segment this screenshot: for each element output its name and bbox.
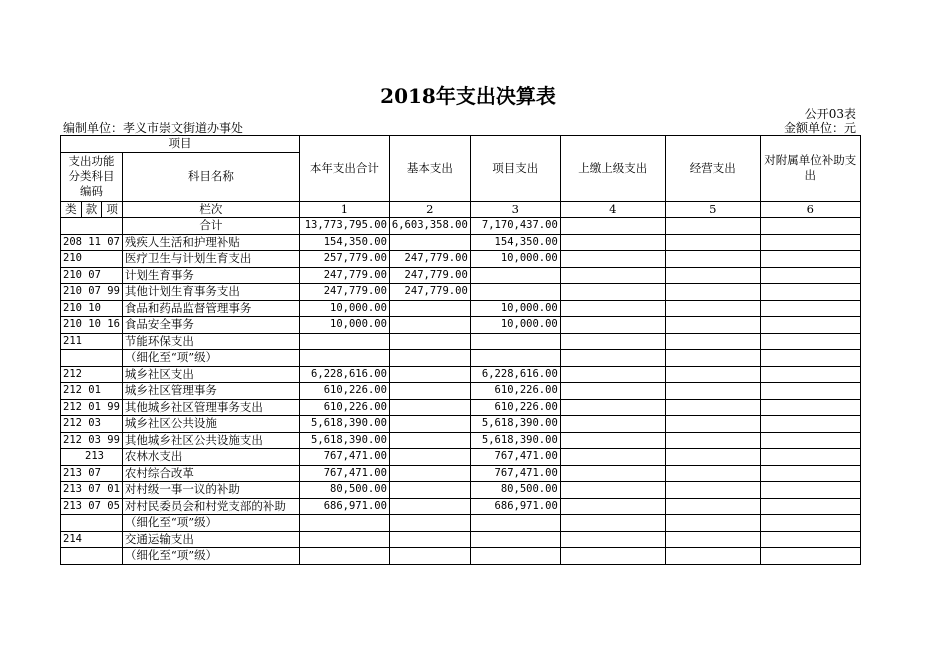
amount-cell — [560, 498, 665, 515]
amount-cell: 686,971.00 — [299, 498, 389, 515]
amount-cell: 686,971.00 — [470, 498, 560, 515]
table-row — [61, 383, 861, 400]
subject-name-cell: 对村级一事一议的补助 — [122, 482, 299, 499]
amount-cell — [760, 317, 860, 334]
table-row — [61, 416, 861, 433]
table-row — [61, 432, 861, 449]
subject-name-cell: 计划生育事务 — [122, 267, 299, 284]
amount-cell — [665, 383, 760, 400]
amount-cell: 767,471.00 — [299, 465, 389, 482]
subject-name-cell: 城乡社区管理事务 — [122, 383, 299, 400]
subject-name-cell: （细化至“项”级） — [122, 350, 299, 367]
amount-cell — [470, 515, 560, 532]
amount-cell — [470, 284, 560, 301]
amount-cell: 610,226.00 — [470, 399, 560, 416]
amount-cell — [470, 531, 560, 548]
amount-cell: 257,779.00 — [299, 251, 389, 268]
subject-code-cell: 210 — [61, 251, 123, 268]
table-row — [61, 300, 861, 317]
total-value-cell: 6,603,358.00 — [389, 218, 470, 235]
amount-cell — [299, 333, 389, 350]
subject-code-cell: 212 03 — [61, 416, 123, 433]
amount-cell: 10,000.00 — [299, 300, 389, 317]
amount-cell — [665, 498, 760, 515]
amount-cell — [389, 449, 470, 466]
table-row — [61, 234, 861, 251]
amount-cell — [389, 531, 470, 548]
amount-cell: 247,779.00 — [389, 251, 470, 268]
amount-cell — [760, 531, 860, 548]
amount-cell — [299, 350, 389, 367]
amount-cell — [665, 465, 760, 482]
column-number: 6 — [760, 201, 860, 218]
header-kuan: 款 — [81, 201, 102, 218]
amount-cell — [760, 350, 860, 367]
amount-cell — [665, 366, 760, 383]
amount-cell — [389, 416, 470, 433]
total-code-cell — [61, 218, 123, 235]
amount-cell — [389, 300, 470, 317]
subject-name-cell: （细化至“项”级） — [122, 515, 299, 532]
amount-cell — [760, 432, 860, 449]
amount-cell — [560, 366, 665, 383]
subject-name-cell: 残疾人生活和护理补贴 — [122, 234, 299, 251]
amount-cell: 247,779.00 — [389, 284, 470, 301]
amount-cell — [665, 267, 760, 284]
subject-code-cell: 212 01 99 — [61, 399, 123, 416]
table-row — [61, 399, 861, 416]
column-number: 3 — [470, 201, 560, 218]
subject-code-cell: 213 07 01 — [61, 482, 123, 499]
amount-cell: 10,000.00 — [470, 300, 560, 317]
amount-cell — [560, 383, 665, 400]
amount-cell — [665, 515, 760, 532]
amount-cell: 80,500.00 — [299, 482, 389, 499]
amount-cell — [389, 515, 470, 532]
subject-code-cell: 211 — [61, 333, 123, 350]
amount-cell — [299, 531, 389, 548]
header-col-basic: 基本支出 — [389, 136, 470, 202]
amount-cell: 6,228,616.00 — [470, 366, 560, 383]
amount-cell: 767,471.00 — [299, 449, 389, 466]
amount-cell — [665, 251, 760, 268]
amount-cell: 6,228,616.00 — [299, 366, 389, 383]
amount-cell — [760, 498, 860, 515]
total-label: 合计 — [122, 218, 299, 235]
amount-cell: 610,226.00 — [299, 383, 389, 400]
amount-cell — [299, 548, 389, 565]
amount-cell — [389, 366, 470, 383]
table-row — [61, 498, 861, 515]
subject-code-cell: 212 01 — [61, 383, 123, 400]
total-value-cell — [665, 218, 760, 235]
amount-cell — [665, 333, 760, 350]
amount-cell — [665, 482, 760, 499]
table-row — [61, 251, 861, 268]
subject-code-cell — [61, 350, 123, 367]
subject-code-cell: 210 10 16 — [61, 317, 123, 334]
amount-cell: 5,618,390.00 — [470, 432, 560, 449]
report-title: 2018年支出决算表 — [380, 84, 556, 108]
amount-cell — [470, 548, 560, 565]
amount-cell — [760, 399, 860, 416]
subject-name-cell: 其他城乡社区公共设施支出 — [122, 432, 299, 449]
amount-cell — [665, 416, 760, 433]
subject-name-cell: 城乡社区支出 — [122, 366, 299, 383]
amount-cell — [560, 449, 665, 466]
subject-code-cell: 213 07 05 — [61, 498, 123, 515]
subject-code-cell: 214 — [61, 531, 123, 548]
subject-name-cell: 其他计划生育事务支出 — [122, 284, 299, 301]
amount-cell — [560, 317, 665, 334]
subject-code-cell: 212 — [61, 366, 123, 383]
header-col-project: 项目支出 — [470, 136, 560, 202]
amount-cell — [389, 234, 470, 251]
amount-cell — [665, 531, 760, 548]
amount-cell — [665, 449, 760, 466]
amount-cell — [665, 350, 760, 367]
amount-cell: 610,226.00 — [470, 383, 560, 400]
total-row — [61, 218, 861, 235]
total-value-cell: 13,773,795.00 — [299, 218, 389, 235]
amount-unit-label: 金额单位：元 — [783, 121, 856, 135]
amount-cell — [389, 432, 470, 449]
amount-cell — [760, 449, 860, 466]
amount-cell: 247,779.00 — [299, 284, 389, 301]
amount-cell — [389, 350, 470, 367]
table-row — [61, 482, 861, 499]
table-row — [61, 350, 861, 367]
header-lanci: 栏次 — [122, 201, 299, 218]
subject-name-cell: 节能环保支出 — [122, 333, 299, 350]
amount-cell — [560, 399, 665, 416]
amount-cell: 5,618,390.00 — [299, 416, 389, 433]
amount-cell — [560, 548, 665, 565]
table-row — [61, 317, 861, 334]
subject-code-cell: 210 07 99 — [61, 284, 123, 301]
table-row — [61, 515, 861, 532]
subject-name-cell: 食品和药品监督管理事务 — [122, 300, 299, 317]
amount-cell — [760, 548, 860, 565]
header-col-business: 经营支出 — [665, 136, 760, 202]
header-lei: 类 — [61, 201, 82, 218]
amount-cell — [560, 234, 665, 251]
amount-cell — [760, 515, 860, 532]
amount-cell — [760, 300, 860, 317]
header-col-total: 本年支出合计 — [299, 136, 389, 202]
amount-cell — [470, 267, 560, 284]
amount-cell — [470, 333, 560, 350]
amount-cell — [760, 383, 860, 400]
amount-cell: 5,618,390.00 — [299, 432, 389, 449]
amount-cell — [665, 548, 760, 565]
subject-name-cell: （细化至“项”级） — [122, 548, 299, 565]
amount-cell: 610,226.00 — [299, 399, 389, 416]
table-row — [61, 284, 861, 301]
header-col-upper: 上缴上级支出 — [560, 136, 665, 202]
amount-cell — [560, 267, 665, 284]
amount-cell — [560, 416, 665, 433]
amount-cell — [470, 350, 560, 367]
amount-cell: 154,350.00 — [470, 234, 560, 251]
amount-cell: 10,000.00 — [299, 317, 389, 334]
subject-name-cell: 农村综合改革 — [122, 465, 299, 482]
amount-cell: 10,000.00 — [470, 251, 560, 268]
amount-cell — [760, 333, 860, 350]
subject-name-cell: 农林水支出 — [122, 449, 299, 466]
subject-code-cell: 210 10 — [61, 300, 123, 317]
subject-code-cell: 210 07 — [61, 267, 123, 284]
subject-code-cell: 208 11 07 — [61, 234, 123, 251]
amount-cell — [560, 482, 665, 499]
subject-name-cell: 交通运输支出 — [122, 531, 299, 548]
amount-cell — [560, 465, 665, 482]
subject-name-cell: 城乡社区公共设施 — [122, 416, 299, 433]
amount-cell — [665, 317, 760, 334]
header-func-code: 支出功能分类科目编码 — [61, 152, 123, 201]
amount-cell — [560, 350, 665, 367]
header-project: 项目 — [61, 136, 300, 153]
amount-cell — [760, 267, 860, 284]
amount-cell — [560, 284, 665, 301]
column-number: 1 — [299, 201, 389, 218]
column-number: 4 — [560, 201, 665, 218]
subject-code-cell: 213 — [61, 449, 123, 466]
subject-name-cell: 医疗卫生与计划生育支出 — [122, 251, 299, 268]
header-xiang: 项 — [102, 201, 123, 218]
amount-cell — [760, 234, 860, 251]
table-row — [61, 333, 861, 350]
amount-cell — [560, 333, 665, 350]
amount-cell — [389, 498, 470, 515]
header-row-1 — [61, 136, 861, 153]
amount-cell — [760, 251, 860, 268]
amount-cell — [760, 366, 860, 383]
amount-cell — [389, 482, 470, 499]
column-number: 2 — [389, 201, 470, 218]
amount-cell — [560, 531, 665, 548]
amount-cell — [389, 399, 470, 416]
amount-cell — [760, 465, 860, 482]
column-number: 5 — [665, 201, 760, 218]
amount-cell: 154,350.00 — [299, 234, 389, 251]
amount-cell — [560, 300, 665, 317]
total-value-cell — [760, 218, 860, 235]
table-row — [61, 449, 861, 466]
amount-cell — [560, 251, 665, 268]
amount-cell — [665, 300, 760, 317]
table-row — [61, 366, 861, 383]
amount-cell — [665, 399, 760, 416]
amount-cell — [665, 432, 760, 449]
table-row — [61, 531, 861, 548]
amount-cell: 80,500.00 — [470, 482, 560, 499]
amount-cell: 247,779.00 — [389, 267, 470, 284]
expenditure-table — [60, 135, 861, 565]
table-row — [61, 548, 861, 565]
amount-cell: 247,779.00 — [299, 267, 389, 284]
header-row-3 — [61, 201, 861, 218]
amount-cell — [389, 383, 470, 400]
amount-cell — [760, 284, 860, 301]
total-value-cell: 7,170,437.00 — [470, 218, 560, 235]
amount-cell — [560, 515, 665, 532]
subject-code-cell — [61, 515, 123, 532]
subject-code-cell — [61, 548, 123, 565]
table-row — [61, 465, 861, 482]
subject-name-cell: 其他城乡社区管理事务支出 — [122, 399, 299, 416]
org-label: 编制单位：孝义市崇文街道办事处 — [63, 121, 244, 135]
amount-cell: 5,618,390.00 — [470, 416, 560, 433]
amount-cell — [665, 234, 760, 251]
header-subject-name: 科目名称 — [122, 152, 299, 201]
amount-cell — [760, 482, 860, 499]
subject-code-cell: 213 07 — [61, 465, 123, 482]
subject-name-cell: 对村民委员会和村党支部的补助 — [122, 498, 299, 515]
amount-cell — [560, 432, 665, 449]
amount-cell: 767,471.00 — [470, 465, 560, 482]
header-col-subsidy: 对附属单位补助支出 — [760, 136, 860, 202]
amount-cell — [389, 465, 470, 482]
amount-cell: 767,471.00 — [470, 449, 560, 466]
form-number: 公开03表 — [804, 107, 856, 121]
amount-cell: 10,000.00 — [470, 317, 560, 334]
amount-cell — [389, 548, 470, 565]
total-value-cell — [560, 218, 665, 235]
subject-name-cell: 食品安全事务 — [122, 317, 299, 334]
amount-cell — [389, 333, 470, 350]
amount-cell — [389, 317, 470, 334]
amount-cell — [665, 284, 760, 301]
amount-cell — [299, 515, 389, 532]
amount-cell — [760, 416, 860, 433]
table-row — [61, 267, 861, 284]
subject-code-cell: 212 03 99 — [61, 432, 123, 449]
